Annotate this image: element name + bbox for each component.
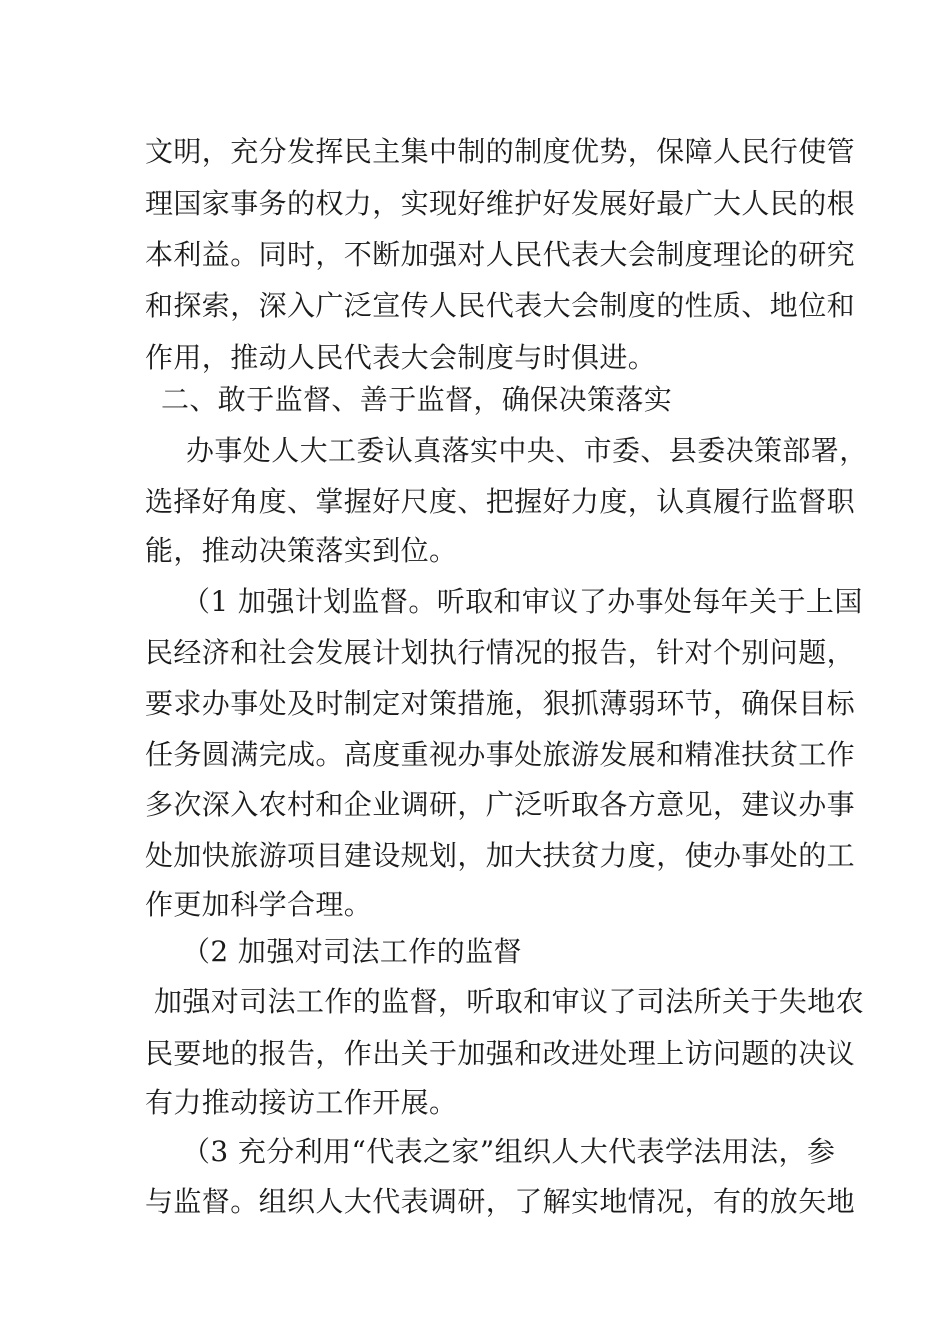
text-line: 与监督。组织人大代表调研，了解实地情况，有的放矢地 xyxy=(145,1185,856,1218)
text-line: 任务圆满完成。高度重视办事处旅游发展和精准扶贫工作 xyxy=(145,738,856,771)
text-line: 选择好角度、掌握好尺度、把握好力度，认真履行监督职 xyxy=(145,485,856,518)
text-line: 本利益。同时，不断加强对人民代表大会制度理论的研究 xyxy=(145,238,856,271)
text-line: 加强对司法工作的监督，听取和审议了司法所关于失地农 xyxy=(154,985,865,1018)
text-line: 能，推动决策落实到位。 xyxy=(145,534,458,567)
text-line: 办事处人大工委认真落实中央、市委、县委决策部署， xyxy=(186,434,868,467)
text-line: 民要地的报告，作出关于加强和改进处理上访问题的决议 xyxy=(145,1037,856,1070)
text-line: 和探索，深入广泛宣传人民代表大会制度的性质、地位和 xyxy=(145,289,856,322)
text-line: 作用，推动人民代表大会制度与时俱进。 xyxy=(145,341,657,374)
subsection-heading: （2 加强对司法工作的监督 xyxy=(182,935,522,968)
section-heading: 二、敢于监督、善于监督，确保决策落实 xyxy=(161,383,673,416)
text-line: 作更加科学合理。 xyxy=(145,888,373,921)
text-line: 多次深入农村和企业调研，广泛听取各方意见，建议办事 xyxy=(145,788,856,821)
text-line: 文明，充分发挥民主集中制的制度优势，保障人民行使管 xyxy=(145,135,856,168)
text-line: 理国家事务的权力，实现好维护好发展好最广大人民的根 xyxy=(145,187,856,220)
text-line: （1 加强计划监督。听取和审议了办事处每年关于上国 xyxy=(182,585,863,618)
text-line: 要求办事处及时制定对策措施，狠抓薄弱环节，确保目标 xyxy=(145,687,856,720)
text-line: 处加快旅游项目建设规划，加大扶贫力度，使办事处的工 xyxy=(145,839,856,872)
text-line: （3 充分利用“代表之家”组织人大代表学法用法，参 xyxy=(182,1135,836,1168)
text-line: 有力推动接访工作开展。 xyxy=(145,1086,458,1119)
text-line: 民经济和社会发展计划执行情况的报告，针对个别问题， xyxy=(145,636,856,669)
